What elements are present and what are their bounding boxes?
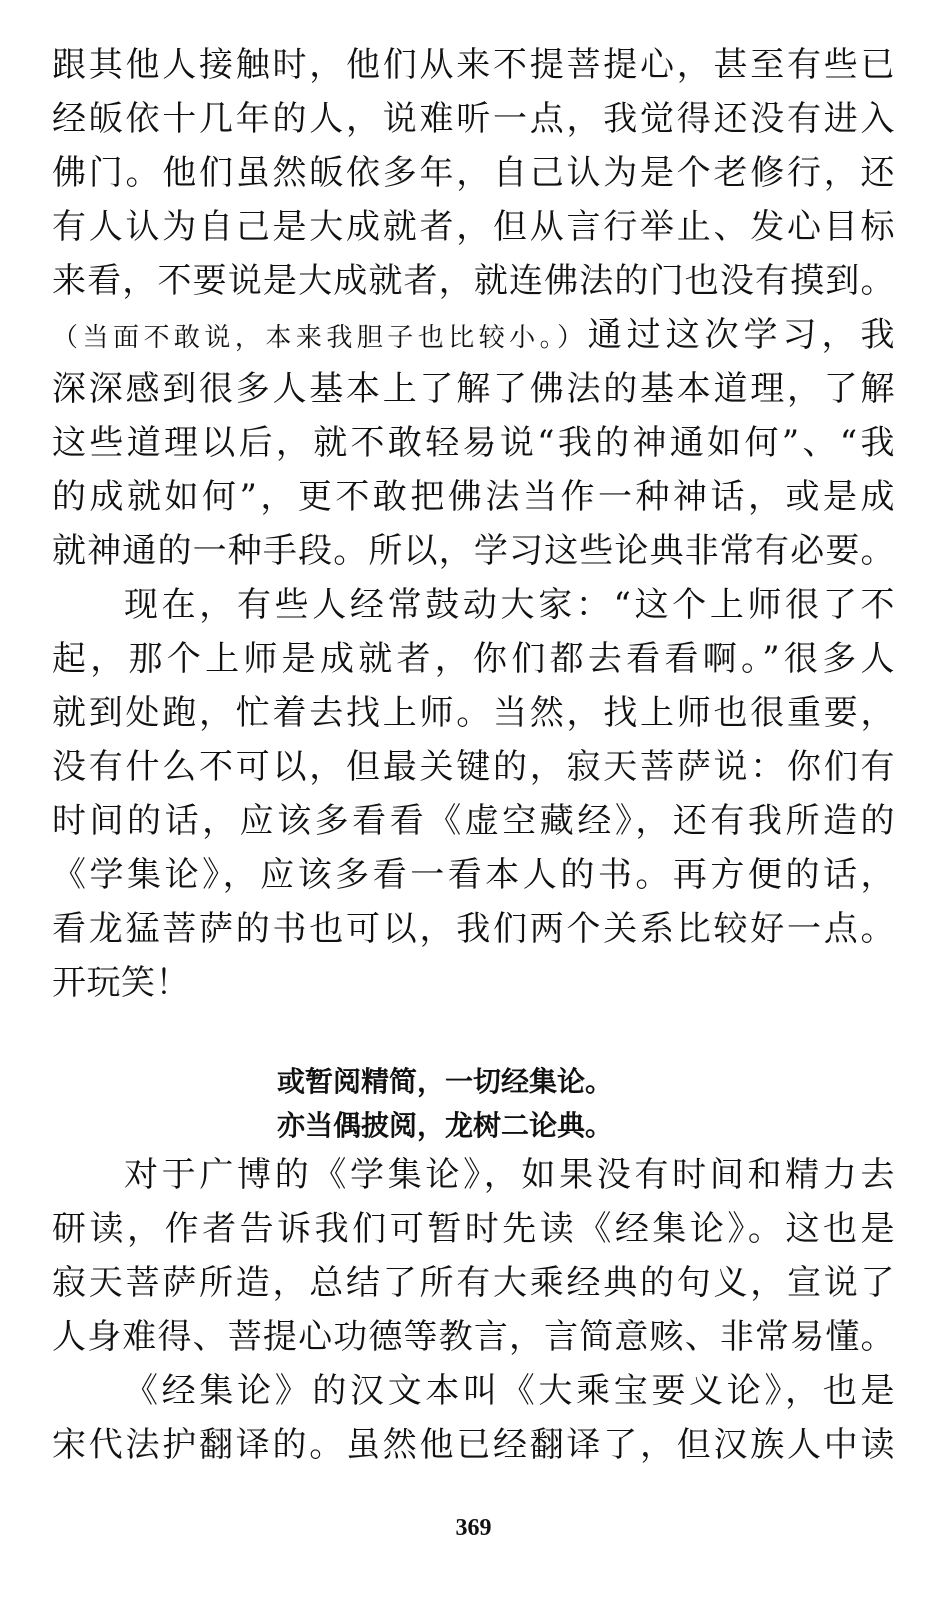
text-line: 跟其他人接触时，他们从来不提菩提心，甚至有些已	[52, 45, 895, 85]
text-line: 研读，作者告诉我们可暂时先读《经集论》。这也是	[52, 1209, 895, 1249]
text-line: 《经集论》的汉文本叫《大乘宝要义论》，也是	[124, 1371, 895, 1411]
paragraph-1	[52, 38, 895, 578]
text-line: 就神通的一种手段。所以，学习这些论典非常有必要。	[52, 531, 895, 571]
verse-line: 或暂阅精简，一切经集论。	[277, 1065, 614, 1098]
paragraph-3	[52, 1148, 895, 1364]
aside-note: （当面不敢说，本来我胆子也比较小。）	[52, 323, 588, 353]
text-line: 看龙猛菩萨的书也可以，我们两个关系比较好一点。	[52, 909, 895, 949]
text-line: 佛门。他们虽然皈依多年，自己认为是个老修行，还	[52, 153, 895, 193]
text-line: 有人认为自己是大成就者，但从言行举止、发心目标	[52, 207, 895, 247]
section-gap	[52, 1010, 895, 1060]
verse	[52, 1060, 895, 1148]
page-number: 369	[455, 1515, 492, 1541]
text-line: 的成就如何”，更不敢把佛法当作一种神话，或是成	[52, 477, 895, 517]
body-text	[52, 38, 895, 1472]
text-line	[52, 308, 895, 362]
text-line: 现在，有些人经常鼓动大家：“这个上师很了不	[124, 585, 895, 625]
verse-line: 亦当偶披阅，龙树二论典。	[277, 1109, 614, 1142]
text-line: 人身难得、菩提心功德等教言，言简意赅、非常易懂。	[52, 1317, 895, 1357]
text-line: 宋代法护翻译的。虽然他已经翻译了，但汉族人中读	[52, 1425, 895, 1465]
aside-tail: 通过这次学习，我	[587, 315, 895, 355]
text-line: 这些道理以后，就不敢轻易说“我的神通如何”、“我	[52, 423, 895, 463]
text-line: 《学集论》，应该多看一看本人的书。再方便的话，	[52, 855, 895, 895]
text-line: 起，那个上师是成就者，你们都去看看啊。”很多人	[52, 639, 895, 679]
text-line: 来看，不要说是大成就者，就连佛法的门也没有摸到。	[52, 261, 895, 301]
text-line: 时间的话，应该多看看《虚空藏经》，还有我所造的	[52, 801, 895, 841]
text-line: 深深感到很多人基本上了解了佛法的基本道理，了解	[52, 369, 895, 409]
paragraph-4	[52, 1364, 895, 1472]
text-line: 就到处跑，忙着去找上师。当然，找上师也很重要，	[52, 693, 895, 733]
paragraph-2	[52, 578, 895, 1010]
text-line: 对于广博的《学集论》，如果没有时间和精力去	[124, 1155, 895, 1195]
text-line: 没有什么不可以，但最关键的，寂天菩萨说：你们有	[52, 747, 895, 787]
text-line: 寂天菩萨所造，总结了所有大乘经典的句义，宣说了	[52, 1263, 895, 1303]
text-line: 开玩笑！	[52, 963, 190, 1003]
text-line: 经皈依十几年的人，说难听一点，我觉得还没有进入	[52, 99, 895, 139]
